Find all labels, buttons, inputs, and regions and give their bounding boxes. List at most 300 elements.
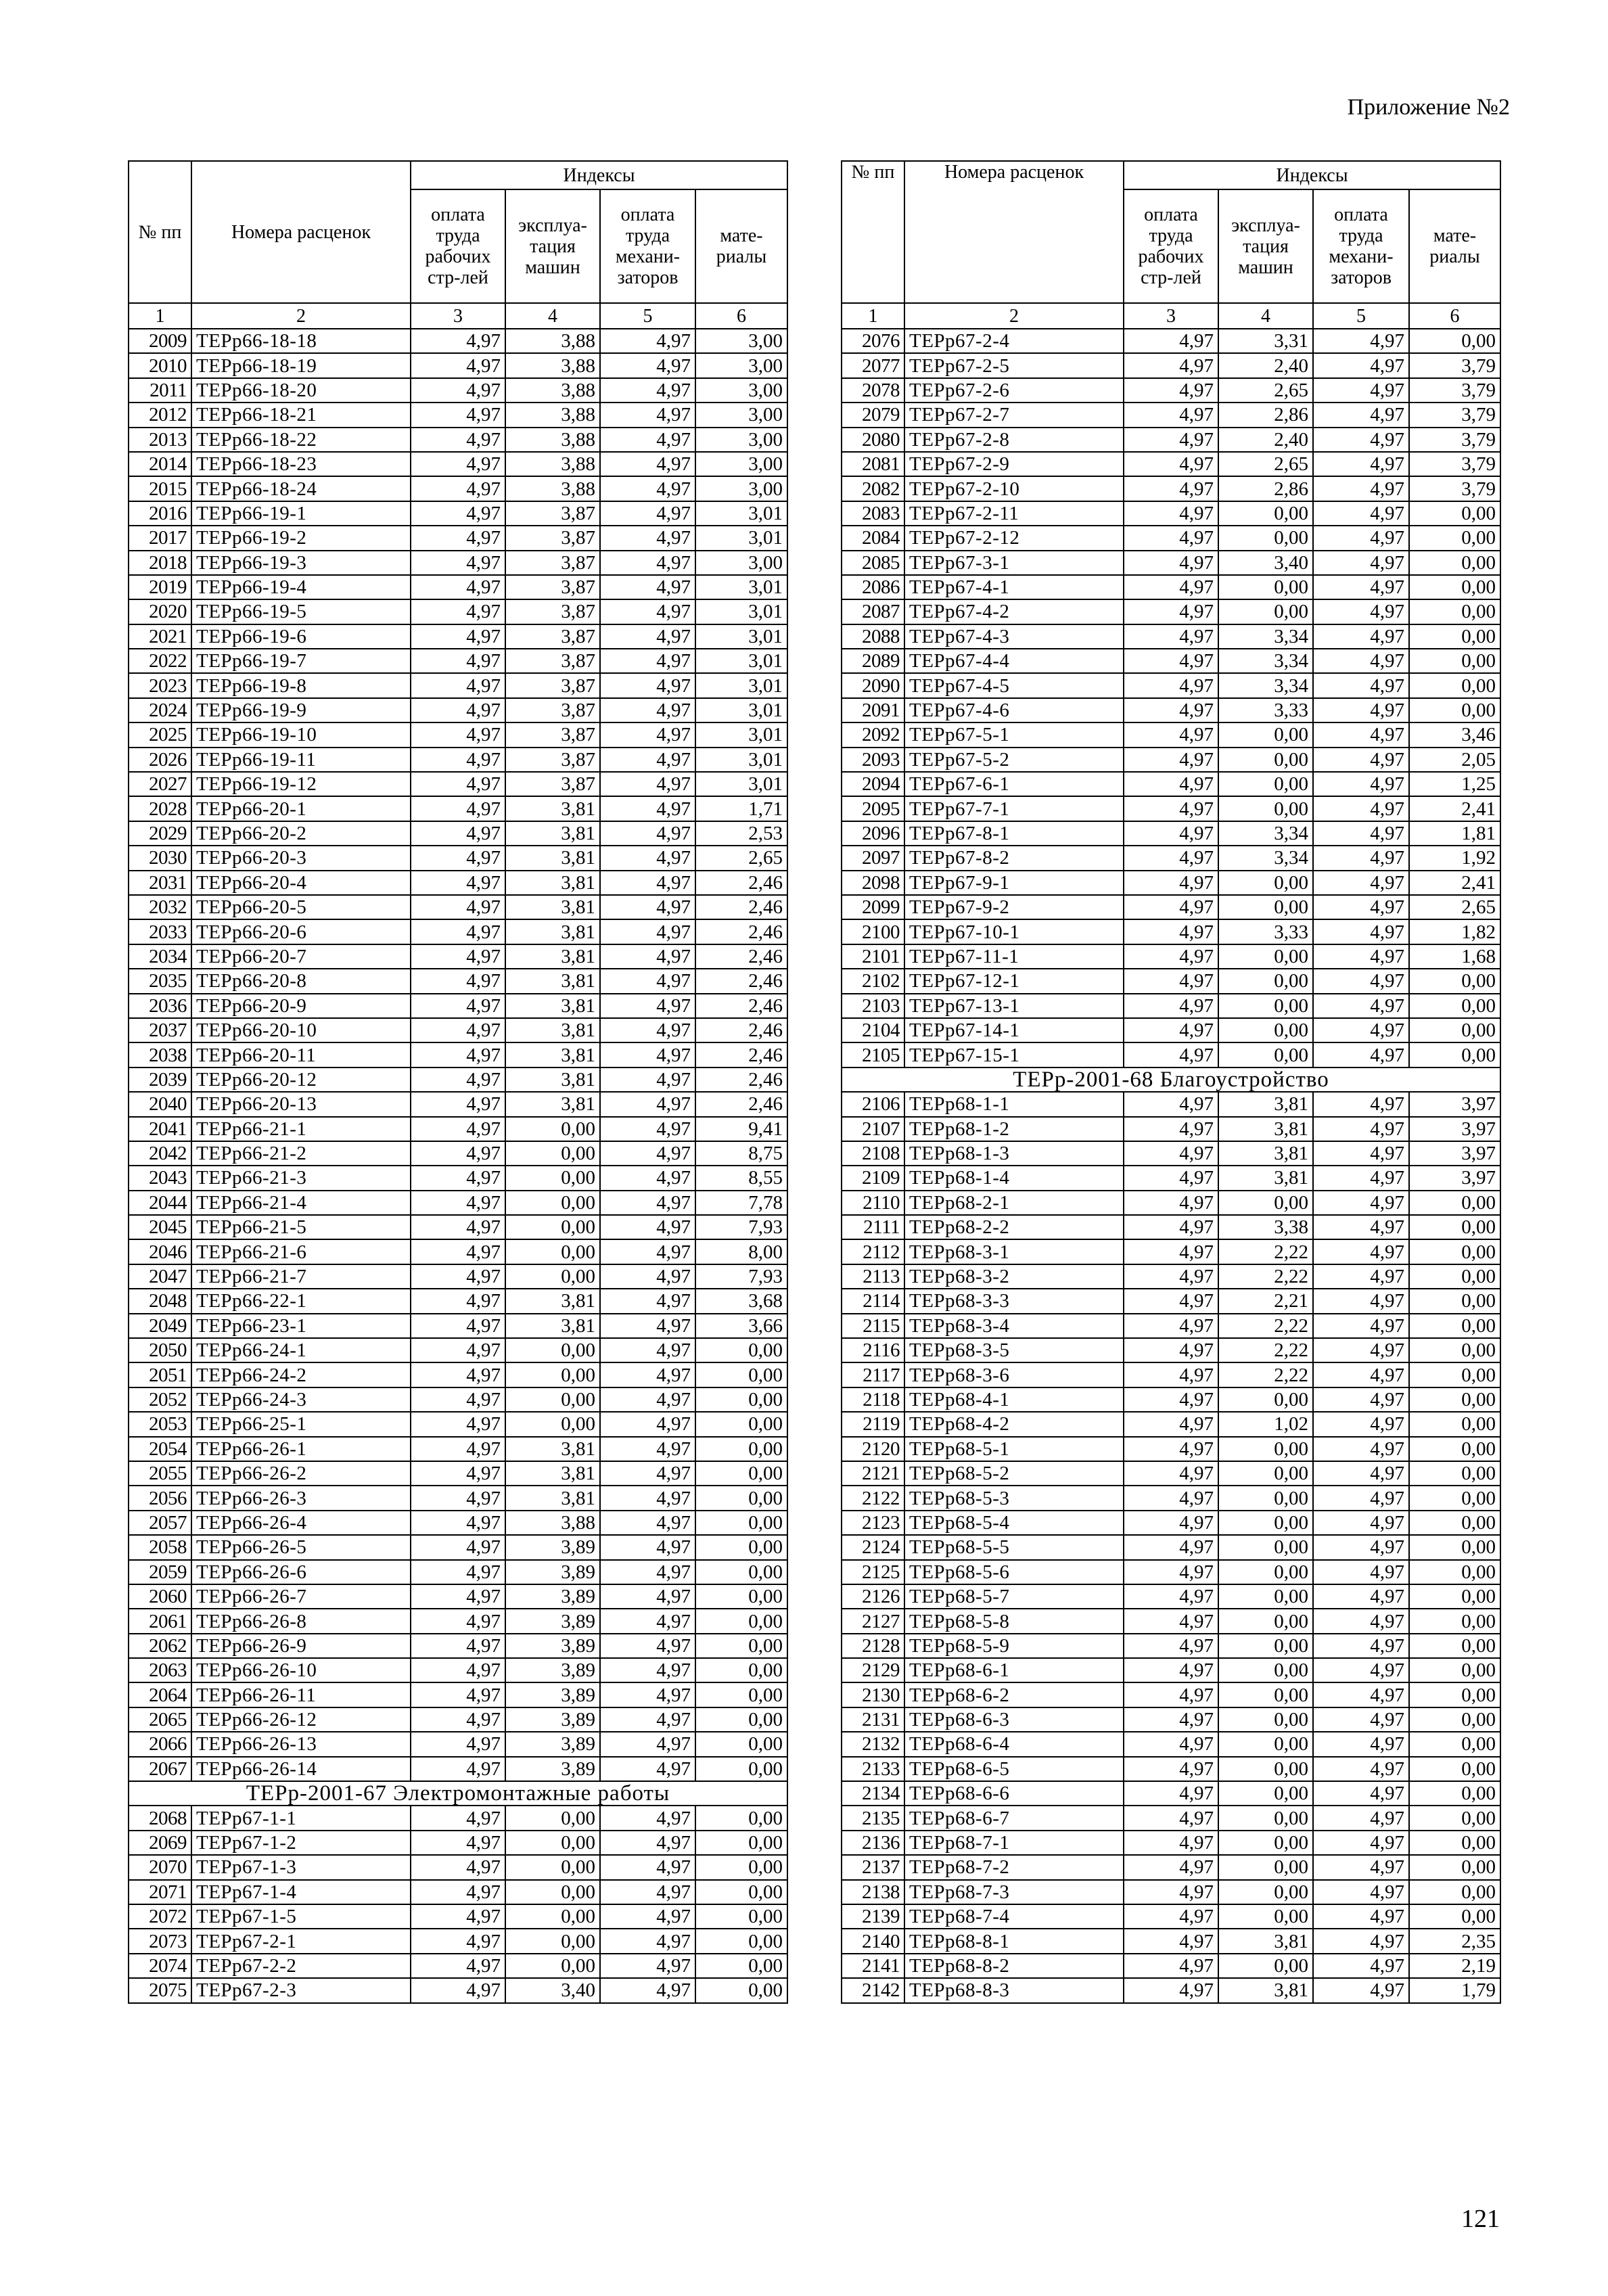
index-labor-operators: 4,97 <box>1313 1831 1409 1855</box>
row-number: 2046 <box>129 1239 191 1264</box>
table-row <box>842 501 1500 526</box>
appendix-label: Приложение №2 <box>1347 95 1510 120</box>
table-row <box>842 1511 1500 1535</box>
table-row <box>842 599 1500 624</box>
index-machines: 3,89 <box>505 1634 600 1658</box>
rate-code: ТЕРр66-21-4 <box>191 1191 411 1215</box>
index-materials: 3,00 <box>695 329 787 353</box>
index-labor-workers: 4,97 <box>1124 994 1218 1018</box>
row-number: 2125 <box>842 1560 904 1584</box>
index-labor-workers: 4,97 <box>1124 403 1218 427</box>
index-labor-workers: 4,97 <box>411 846 505 870</box>
row-number: 2045 <box>129 1215 191 1239</box>
index-labor-operators: 4,97 <box>600 1560 695 1584</box>
col-number: 5 <box>1313 303 1409 329</box>
index-materials: 3,01 <box>695 748 787 772</box>
index-labor-operators: 4,97 <box>1313 994 1409 1018</box>
row-number: 2105 <box>842 1042 904 1067</box>
index-labor-operators: 4,97 <box>600 1855 695 1879</box>
index-labor-operators: 4,97 <box>600 1609 695 1633</box>
rate-code: ТЕРр66-20-11 <box>191 1042 411 1067</box>
table-row <box>842 1757 1500 1781</box>
index-labor-workers: 4,97 <box>1124 969 1218 993</box>
row-number: 2031 <box>129 871 191 895</box>
index-machines: 0,00 <box>1218 772 1313 796</box>
index-labor-operators: 4,97 <box>1313 1535 1409 1559</box>
rate-code: ТЕРр67-2-8 <box>904 428 1124 452</box>
row-number: 2126 <box>842 1584 904 1609</box>
index-materials: 0,00 <box>1409 1584 1500 1609</box>
row-number: 2061 <box>129 1609 191 1633</box>
rate-code: ТЕРр67-4-5 <box>904 673 1124 697</box>
table-row <box>129 1707 787 1732</box>
index-materials: 0,00 <box>1409 969 1500 993</box>
index-materials: 1,82 <box>1409 919 1500 944</box>
table-row <box>129 1239 787 1264</box>
row-number: 2066 <box>129 1732 191 1756</box>
rate-code: ТЕРр68-6-1 <box>904 1658 1124 1682</box>
index-machines: 3,81 <box>505 1486 600 1510</box>
table-row <box>129 821 787 846</box>
table-row <box>842 428 1500 452</box>
index-labor-operators: 4,97 <box>600 1634 695 1658</box>
index-machines: 3,89 <box>505 1658 600 1682</box>
table-row <box>129 428 787 452</box>
row-number: 2015 <box>129 476 191 501</box>
index-labor-workers: 4,97 <box>1124 698 1218 722</box>
index-materials: 3,97 <box>1409 1117 1500 1141</box>
rate-code: ТЕРр67-2-1 <box>191 1929 411 1953</box>
rate-code: ТЕРр67-2-7 <box>904 403 1124 427</box>
index-labor-workers: 4,97 <box>1124 1682 1218 1707</box>
rate-code: ТЕРр68-7-4 <box>904 1904 1124 1929</box>
rate-code: ТЕРр68-2-1 <box>904 1191 1124 1215</box>
table-row <box>842 722 1500 747</box>
index-labor-workers: 4,97 <box>411 1880 505 1904</box>
index-labor-operators: 4,97 <box>1313 353 1409 377</box>
table-row <box>842 403 1500 427</box>
index-machines: 0,00 <box>1218 1609 1313 1633</box>
index-labor-workers: 4,97 <box>1124 1707 1218 1732</box>
index-labor-workers: 4,97 <box>411 329 505 353</box>
index-materials: 0,00 <box>1409 994 1500 1018</box>
rate-code: ТЕРр67-2-10 <box>904 476 1124 501</box>
table-row <box>129 1560 787 1584</box>
row-number: 2092 <box>842 722 904 747</box>
rate-code: ТЕРр68-5-7 <box>904 1584 1124 1609</box>
row-number: 2030 <box>129 846 191 870</box>
index-labor-operators: 4,97 <box>600 1584 695 1609</box>
index-labor-workers: 4,97 <box>1124 1978 1218 2002</box>
index-labor-workers: 4,97 <box>1124 796 1218 821</box>
table-row <box>842 1289 1500 1313</box>
index-materials: 1,71 <box>695 796 787 821</box>
index-materials: 0,00 <box>695 1535 787 1559</box>
index-materials: 2,35 <box>1409 1929 1500 1953</box>
table-row <box>129 1831 787 1855</box>
row-number: 2119 <box>842 1412 904 1436</box>
index-machines: 3,81 <box>1218 1978 1313 2002</box>
table-row <box>842 1117 1500 1141</box>
index-machines: 3,87 <box>505 526 600 550</box>
row-number: 2038 <box>129 1042 191 1067</box>
table-row <box>129 1067 787 1092</box>
index-materials: 0,00 <box>695 1609 787 1633</box>
rate-code: ТЕРр68-1-2 <box>904 1117 1124 1141</box>
index-labor-workers: 4,97 <box>411 772 505 796</box>
table-row <box>129 1732 787 1756</box>
row-number: 2067 <box>129 1757 191 1781</box>
rate-code: ТЕРр66-20-7 <box>191 944 411 969</box>
index-machines: 0,00 <box>1218 1781 1313 1806</box>
index-labor-operators: 4,97 <box>1313 1978 1409 2002</box>
rate-code: ТЕРр66-18-21 <box>191 403 411 427</box>
index-labor-operators: 4,97 <box>1313 1486 1409 1510</box>
index-labor-workers: 4,97 <box>411 1141 505 1166</box>
col-number: 3 <box>1124 303 1218 329</box>
index-labor-operators: 4,97 <box>1313 698 1409 722</box>
index-materials: 0,00 <box>1409 1511 1500 1535</box>
row-number: 2107 <box>842 1117 904 1141</box>
row-number: 2017 <box>129 526 191 550</box>
row-number: 2056 <box>129 1486 191 1510</box>
index-labor-workers: 4,97 <box>1124 1806 1218 1830</box>
rate-code: ТЕРр66-18-19 <box>191 353 411 377</box>
index-labor-operators: 4,97 <box>600 1978 695 2002</box>
index-labor-operators: 4,97 <box>1313 1042 1409 1067</box>
table-row <box>129 476 787 501</box>
row-number: 2078 <box>842 378 904 403</box>
row-number: 2097 <box>842 846 904 870</box>
table-row <box>842 1609 1500 1633</box>
row-number: 2023 <box>129 673 191 697</box>
index-materials: 1,68 <box>1409 944 1500 969</box>
table-row <box>129 944 787 969</box>
index-machines: 3,81 <box>505 1092 600 1116</box>
table-row <box>842 378 1500 403</box>
index-machines: 0,00 <box>1218 1757 1313 1781</box>
row-number: 2096 <box>842 821 904 846</box>
index-labor-workers: 4,97 <box>411 1018 505 1042</box>
rate-code: ТЕРр67-6-1 <box>904 772 1124 796</box>
index-materials: 3,01 <box>695 526 787 550</box>
table-row <box>129 1682 787 1707</box>
index-machines: 3,89 <box>505 1535 600 1559</box>
row-number: 2137 <box>842 1855 904 1879</box>
col-materials-header: мате-риалы <box>1409 189 1500 303</box>
index-machines: 3,87 <box>505 624 600 649</box>
index-labor-operators: 4,97 <box>1313 1289 1409 1313</box>
rate-code: ТЕРр66-20-4 <box>191 871 411 895</box>
index-materials: 3,01 <box>695 599 787 624</box>
table-row <box>842 1141 1500 1166</box>
index-labor-workers: 4,97 <box>1124 1461 1218 1486</box>
rate-code: ТЕРр68-5-4 <box>904 1511 1124 1535</box>
index-materials: 2,65 <box>1409 895 1500 919</box>
index-labor-workers: 4,97 <box>1124 919 1218 944</box>
index-labor-operators: 4,97 <box>600 1954 695 1978</box>
index-machines: 0,00 <box>505 1412 600 1436</box>
table-row <box>842 1191 1500 1215</box>
index-labor-workers: 4,97 <box>411 624 505 649</box>
rate-code: ТЕРр66-19-11 <box>191 748 411 772</box>
index-materials: 0,00 <box>1409 1486 1500 1510</box>
index-machines: 3,88 <box>505 353 600 377</box>
row-number: 2112 <box>842 1239 904 1264</box>
rate-code: ТЕРр66-20-13 <box>191 1092 411 1116</box>
index-labor-workers: 4,97 <box>1124 1658 1218 1682</box>
index-labor-workers: 4,97 <box>411 1239 505 1264</box>
index-materials: 2,46 <box>695 919 787 944</box>
table-row <box>842 1880 1500 1904</box>
index-machines: 3,87 <box>505 575 600 599</box>
row-number: 2079 <box>842 403 904 427</box>
index-materials: 0,00 <box>1409 1806 1500 1830</box>
index-labor-workers: 4,97 <box>1124 895 1218 919</box>
index-labor-workers: 4,97 <box>1124 1314 1218 1338</box>
table-row <box>129 1387 787 1412</box>
index-labor-workers: 4,97 <box>1124 1781 1218 1806</box>
index-materials: 3,97 <box>1409 1141 1500 1166</box>
index-labor-operators: 4,97 <box>1313 1757 1409 1781</box>
index-labor-workers: 4,97 <box>1124 1362 1218 1387</box>
index-labor-workers: 4,97 <box>1124 526 1218 550</box>
index-labor-operators: 4,97 <box>1313 1314 1409 1338</box>
table-row <box>129 846 787 870</box>
index-labor-operators: 4,97 <box>1313 1707 1409 1732</box>
table-row <box>129 1609 787 1633</box>
row-number: 2122 <box>842 1486 904 1510</box>
table-row <box>129 871 787 895</box>
index-labor-workers: 4,97 <box>1124 1191 1218 1215</box>
index-labor-workers: 4,97 <box>1124 1042 1218 1067</box>
row-number: 2024 <box>129 698 191 722</box>
row-number: 2072 <box>129 1904 191 1929</box>
index-labor-operators: 4,97 <box>1313 1362 1409 1387</box>
table-row <box>129 649 787 673</box>
index-labor-workers: 4,97 <box>411 1166 505 1190</box>
table-row <box>129 1018 787 1042</box>
index-table-left <box>128 160 788 2004</box>
rate-code: ТЕРр66-20-2 <box>191 821 411 846</box>
index-materials: 0,00 <box>695 1362 787 1387</box>
index-labor-workers: 4,97 <box>1124 944 1218 969</box>
index-machines: 0,00 <box>1218 1486 1313 1510</box>
rate-code: ТЕРр68-1-1 <box>904 1092 1124 1116</box>
index-materials: 3,79 <box>1409 353 1500 377</box>
index-materials: 0,00 <box>1409 1191 1500 1215</box>
index-materials: 2,46 <box>695 1092 787 1116</box>
index-labor-workers: 4,97 <box>411 1584 505 1609</box>
index-labor-operators: 4,97 <box>600 1166 695 1190</box>
rate-code: ТЕРр68-5-1 <box>904 1437 1124 1461</box>
row-number: 2109 <box>842 1166 904 1190</box>
index-labor-workers: 4,97 <box>411 796 505 821</box>
table-header <box>842 161 1500 329</box>
index-labor-workers: 4,97 <box>1124 599 1218 624</box>
rate-code: ТЕРр68-6-6 <box>904 1781 1124 1806</box>
rate-code: ТЕРр66-18-20 <box>191 378 411 403</box>
index-labor-operators: 4,97 <box>1313 1437 1409 1461</box>
rate-code: ТЕРр68-8-2 <box>904 1954 1124 1978</box>
index-labor-operators: 4,97 <box>1313 1904 1409 1929</box>
row-number: 2065 <box>129 1707 191 1732</box>
rate-code: ТЕРр67-2-11 <box>904 501 1124 526</box>
index-materials: 3,00 <box>695 353 787 377</box>
rate-code: ТЕРр66-21-3 <box>191 1166 411 1190</box>
rate-code: ТЕРр66-26-10 <box>191 1658 411 1682</box>
index-materials: 0,00 <box>1409 1437 1500 1461</box>
row-number: 2095 <box>842 796 904 821</box>
table-row <box>842 944 1500 969</box>
index-labor-operators: 4,97 <box>1313 1560 1409 1584</box>
row-number: 2088 <box>842 624 904 649</box>
table-row <box>842 1461 1500 1486</box>
index-machines: 0,00 <box>1218 1535 1313 1559</box>
rate-code: ТЕРр66-21-7 <box>191 1264 411 1289</box>
table-row <box>842 919 1500 944</box>
section-title: ТЕРр-2001-68 Благоустройство <box>842 1067 1500 1092</box>
index-machines: 3,81 <box>505 871 600 895</box>
index-labor-operators: 4,97 <box>1313 403 1409 427</box>
index-labor-operators: 4,97 <box>1313 551 1409 575</box>
index-machines: 0,00 <box>1218 1461 1313 1486</box>
index-machines: 3,87 <box>505 772 600 796</box>
index-machines: 2,22 <box>1218 1314 1313 1338</box>
rate-code: ТЕРр67-13-1 <box>904 994 1124 1018</box>
index-labor-workers: 4,97 <box>1124 476 1218 501</box>
index-labor-operators: 4,97 <box>600 1215 695 1239</box>
index-labor-operators: 4,97 <box>600 772 695 796</box>
table-row <box>129 1978 787 2002</box>
rate-code: ТЕРр66-21-2 <box>191 1141 411 1166</box>
row-number: 2027 <box>129 772 191 796</box>
index-labor-operators: 4,97 <box>1313 1880 1409 1904</box>
row-number: 2033 <box>129 919 191 944</box>
rate-code: ТЕРр67-9-2 <box>904 895 1124 919</box>
index-machines: 3,81 <box>1218 1166 1313 1190</box>
table-body <box>842 329 1500 2003</box>
index-materials: 3,01 <box>695 501 787 526</box>
row-number: 2121 <box>842 1461 904 1486</box>
table-row <box>842 1658 1500 1682</box>
index-materials: 0,00 <box>1409 551 1500 575</box>
index-labor-workers: 4,97 <box>1124 1929 1218 1953</box>
table-row <box>129 1486 787 1510</box>
index-labor-workers: 4,97 <box>1124 1757 1218 1781</box>
row-number: 2014 <box>129 452 191 476</box>
index-labor-operators: 4,97 <box>1313 796 1409 821</box>
index-machines: 0,00 <box>505 1215 600 1239</box>
index-labor-operators: 4,97 <box>1313 1584 1409 1609</box>
rate-code: ТЕРр66-18-22 <box>191 428 411 452</box>
index-materials: 0,00 <box>1409 1215 1500 1239</box>
index-machines: 3,89 <box>505 1609 600 1633</box>
index-labor-workers: 4,97 <box>1124 1437 1218 1461</box>
index-labor-operators: 4,97 <box>600 846 695 870</box>
table-row <box>842 1831 1500 1855</box>
col-number: 5 <box>600 303 695 329</box>
index-materials: 0,00 <box>695 1904 787 1929</box>
index-labor-operators: 4,97 <box>1313 1732 1409 1756</box>
index-materials: 7,93 <box>695 1264 787 1289</box>
row-number: 2106 <box>842 1092 904 1116</box>
index-materials: 7,78 <box>695 1191 787 1215</box>
index-labor-operators: 4,97 <box>1313 649 1409 673</box>
index-labor-operators: 4,97 <box>1313 1658 1409 1682</box>
rate-code: ТЕРр68-7-1 <box>904 1831 1124 1855</box>
rate-code: ТЕРр67-14-1 <box>904 1018 1124 1042</box>
rate-code: ТЕРр66-24-3 <box>191 1387 411 1412</box>
index-labor-workers: 4,97 <box>411 1437 505 1461</box>
index-machines: 3,34 <box>1218 846 1313 870</box>
rate-code: ТЕРр68-6-2 <box>904 1682 1124 1707</box>
rate-code: ТЕРр67-2-3 <box>191 1978 411 2002</box>
indices-group-header: Индексы <box>411 161 787 189</box>
index-materials: 0,00 <box>1409 599 1500 624</box>
table-row <box>129 673 787 697</box>
row-number: 2009 <box>129 329 191 353</box>
rate-code: ТЕРр67-8-1 <box>904 821 1124 846</box>
row-number: 2141 <box>842 1954 904 1978</box>
index-machines: 1,02 <box>1218 1412 1313 1436</box>
rate-code: ТЕРр66-21-1 <box>191 1117 411 1141</box>
index-labor-workers: 4,97 <box>1124 378 1218 403</box>
row-number: 2022 <box>129 649 191 673</box>
index-materials: 3,97 <box>1409 1092 1500 1116</box>
row-number: 2113 <box>842 1264 904 1289</box>
index-machines: 0,00 <box>1218 1954 1313 1978</box>
index-materials: 2,65 <box>695 846 787 870</box>
row-number: 2124 <box>842 1535 904 1559</box>
index-machines: 0,00 <box>1218 1018 1313 1042</box>
index-materials: 2,05 <box>1409 748 1500 772</box>
table-row <box>842 551 1500 575</box>
table-row <box>842 1978 1500 2002</box>
rate-code: ТЕРр66-26-3 <box>191 1486 411 1510</box>
rate-code: ТЕРр66-20-3 <box>191 846 411 870</box>
table-row <box>842 1338 1500 1362</box>
index-labor-operators: 4,97 <box>600 969 695 993</box>
index-labor-workers: 4,97 <box>1124 1239 1218 1264</box>
table-body <box>129 329 787 2003</box>
index-materials: 3,79 <box>1409 403 1500 427</box>
index-materials: 0,00 <box>695 1338 787 1362</box>
index-labor-operators: 4,97 <box>600 353 695 377</box>
table-row <box>842 1634 1500 1658</box>
rate-code: ТЕРр66-20-9 <box>191 994 411 1018</box>
index-machines: 3,88 <box>505 428 600 452</box>
rate-code: ТЕРр66-20-5 <box>191 895 411 919</box>
index-machines: 3,87 <box>505 649 600 673</box>
index-labor-operators: 4,97 <box>1313 378 1409 403</box>
index-labor-operators: 4,97 <box>600 871 695 895</box>
index-machines: 3,89 <box>505 1584 600 1609</box>
rate-code: ТЕРр68-3-1 <box>904 1239 1124 1264</box>
index-machines: 3,81 <box>505 1314 600 1338</box>
row-number: 2057 <box>129 1511 191 1535</box>
index-labor-operators: 4,97 <box>600 1658 695 1682</box>
table-row <box>129 1314 787 1338</box>
index-labor-workers: 4,97 <box>411 649 505 673</box>
index-labor-workers: 4,97 <box>411 944 505 969</box>
index-labor-operators: 4,97 <box>600 403 695 427</box>
rate-code: ТЕРр66-24-1 <box>191 1338 411 1362</box>
table-row <box>129 501 787 526</box>
index-machines: 0,00 <box>1218 1191 1313 1215</box>
rate-code: ТЕРр66-26-7 <box>191 1584 411 1609</box>
table-row <box>129 1338 787 1362</box>
